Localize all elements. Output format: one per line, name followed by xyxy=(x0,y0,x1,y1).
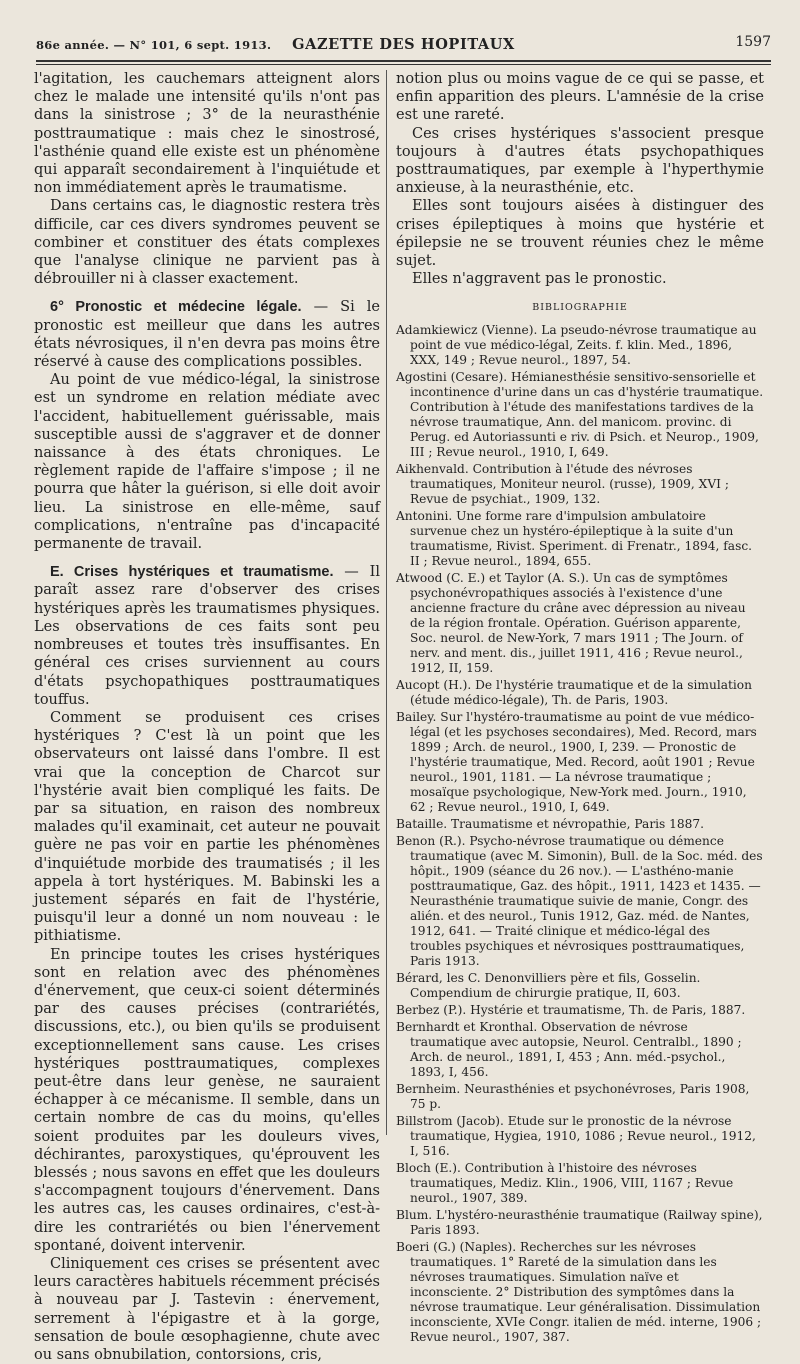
column-divider xyxy=(386,70,387,1135)
paragraph: l'agitation, les cauchemars atteignent alors chez le malade une intensité qu'ils n'ont pas dans la sinistrose ; 3° de la neurasthénie posttraumatique : mais chez le sinostrosé, l'asthénie quand elle existe est un phénomène qui apparaît secondairement à l'inquiétude et non immédiatement après le traumatisme. xyxy=(34,71,380,197)
section-heading: E. Crises hystériques et traumatisme. xyxy=(50,564,334,581)
bibliography-title: BIBLIOGRAPHIE xyxy=(532,302,628,314)
paragraph: Elles n'aggravent pas le pronostic. xyxy=(412,271,667,288)
bibliography-entry: Billstrom (Jacob). Etude sur le pronostic de la névrose traumatique, Hygiea, 1910, 1086 ; Revue neurol., 1912, I, 516. xyxy=(396,1114,756,1159)
header-rule-thin xyxy=(36,64,771,65)
bibliography-entry: Antonini. Une forme rare d'impulsion ambulatoire survenue chez un hystéro-épileptique à la suite d'un traumatisme, Rivist. Speriment. di Frenatr., 1894, fasc. II ; Revue neurol., 1894, 655. xyxy=(396,509,753,569)
header-rule-thick xyxy=(36,60,771,62)
bibliography-entry: Atwood (C. E.) et Taylor (A. S.). Un cas de symptômes psychonévropathiques associés à l'existence d'une ancienne fracture du crâne avec dépression au niveau de la région frontale. Opération. Guérison apparente, Soc. neurol. de New-York, 7 mars 1911 ; The Journ. of nerv. and ment. dis., juillet 1911, 416 ; Revue neurol., 1912, II, 159. xyxy=(396,571,746,676)
bibliography-entry: Benon (R.). Psycho-névrose traumatique ou démence traumatique (avec M. Simonin), Bull. de la Soc. méd. des hôpit., 1909 (séance du 26 nov.). — L'asthéno-manie posttraumatique, Gaz. des hôpit., 1911, 1423 et 1435. — Neurasthénie traumatique suivie de manie, Congr. des alién. et des neurol., Tunis 1912, Gaz. méd. de Nantes, 1912, 641. — Traité clinique et médico-légal des troubles psychiques et névrosiques posttraumatiques, Paris 1913. xyxy=(396,834,763,969)
section-text: — Si le pronostic est meilleur que dans les autres états névrosiques, il n'en devra pas moins être réservé à cause des complications possibles. xyxy=(34,299,380,371)
paragraph: Au point de vue médico-légal, la sinistrose est un syndrome en relation médiate avec l'accident, habituellement guérissable, mais susceptible aussi de s'aggraver et de donner naissance à des états chroniques. Le règlement rapide de l'affaire s'impose ; il ne pourra que hâter la guérison, si elle doit avoir lieu. La sinistrose en elle-même, sauf complications, n'entraîne pas d'incapacité permanente de travail. xyxy=(34,372,380,553)
paragraph: Ces crises hystériques s'associent presque toujours à d'autres états psychopathiques posttraumatiques, par exemple à l'hyperthymie anxieuse, à la neurasthénie, etc. xyxy=(396,125,764,197)
issue-info: 86e année. — N° 101, 6 sept. 1913. xyxy=(36,38,272,52)
paragraph: En principe toutes les crises hystériques sont en relation avec des phénomènes d'énervement, que ceux-ci soient déterminés par des causes précises (contrariétés, discussions, etc.), ou bien qu'ils se produisent exceptionnellement sans cause. Les crises hystériques posttraumatiques, complexes peut-être dans leur genèse, ne sauraient échapper à ce mécanisme. Il semble, dans un certain nombre de cas du moins, qu'elles soient produites par les douleurs vives, déchirantes, paroxystiques, qu'éprouvent les blessés ; nous savons en effet que les douleurs s'accompagnent toujours d'énervement. Dans les autres cas, les causes ordinaires, c'est-à-dire les contrariétés ou bien l'énervement spontané, doivent intervenir. xyxy=(34,946,380,1254)
bibliography-entry: Bloch (E.). Contribution à l'histoire des névroses traumatiques, Mediz. Klin., 1906, VIII, 1167 ; Revue neurol., 1907, 389. xyxy=(396,1161,734,1206)
bibliography-entry: Blum. L'hystéro-neurasthénie traumatique (Railway spine), Paris 1893. xyxy=(396,1208,763,1238)
bibliography-entry: Boeri (G.) (Naples). Recherches sur les névroses traumatiques. 1° Rareté de la simulation dans les névroses traumatiques. Simulation naïve et inconsciente. 2° Distribution des symptômes dans la névrose traumatique. Leur généralisation. Dissimulation inconsciente, XVIe Congr. italien de méd. interne, 1906 ; Revue neurol., 1907, 387. xyxy=(396,1240,762,1345)
bibliography-entry: Bernhardt et Kronthal. Observation de névrose traumatique avec autopsie, Neurol. Centralbl., 1890 ; Arch. de neurol., 1891, I, 453 ; Ann. méd.-psychol., 1893, I, 456. xyxy=(396,1020,742,1080)
bibliography-entry: Aucopt (H.). De l'hystérie traumatique et de la simulation (étude médico-légale), Th. de Paris, 1903. xyxy=(396,678,752,708)
bibliography-list xyxy=(396,323,764,1345)
paragraph: Comment se produisent ces crises hystériques ? C'est là un point que les observateurs ont laissé dans l'ombre. Il est vrai que la conception de Charcot sur l'hystérie avait bien compliqué les faits. De par sa situation, en raison des nombreux malades qu'il examinait, cet auteur ne pouvait guère ne pas voir en partie les phénomènes d'inquiétude morbide des traumatisés ; il les appela à tort hystériques. M. Babinski les a justement séparés en fait de l'hystérie, puisqu'il leur a donné un nom nouveau : le pithiatisme. xyxy=(34,709,380,945)
bibliography-entry: Bérard, les C. Denonvilliers père et fils, Gosselin. Compendium de chirurgie pratique, II, 603. xyxy=(396,971,701,1001)
bibliography-entry: Bataille. Traumatisme et névropathie, Paris 1887. xyxy=(396,817,705,832)
right-column xyxy=(396,70,764,1345)
paragraph: Cliniquement ces crises se présentent avec leurs caractères habituels récemment précisés à nouveau par J. Tastevin : énervement, serrement à l'épigastre et à la gorge, sensation de boule œsophagienne, chute avec ou sans obnubilation, contorsions, cris, xyxy=(34,1256,380,1364)
running-header xyxy=(36,34,771,56)
paragraph: Elles sont toujours aisées à distinguer des crises épileptiques à moins que hystérie et épilepsie ne se trouvent réunies chez le même sujet. xyxy=(396,198,764,270)
paragraph: notion plus ou moins vague de ce qui se passe, et enfin apparition des pleurs. L'amnésie de la crise est une rareté. xyxy=(396,71,764,124)
bibliography-entry: Adamkiewicz (Vienne). La pseudo-névrose traumatique au point de vue médico-légal, Zeits. f. klin. Med., 1896, XXX, 149 ; Revue neurol., 1897, 54. xyxy=(396,323,757,368)
paragraph: Dans certains cas, le diagnostic restera très difficile, car ces divers syndromes peuvent se combiner et constituer des états complexes que l'analyse clinique ne parvient pas à débrouiller ni à classer exactement. xyxy=(34,198,380,288)
section-heading: 6° Pronostic et médecine légale. xyxy=(50,299,302,316)
page-number: 1597 xyxy=(735,34,771,50)
section-paragraph xyxy=(34,563,380,709)
section-text: — Il paraît assez rare d'observer des crises hystériques après les traumatismes physiques. Les observations de ces faits sont peu nombreuses et toutes très insuffisantes. En général ces crises surviennent au cours d'états psychopathiques posttraumatiques touffus. xyxy=(34,564,380,708)
section-paragraph xyxy=(34,298,380,371)
journal-title: GAZETTE DES HOPITAUX xyxy=(292,36,515,53)
bibliography-entry: Aikhenvald. Contribution à l'étude des névroses traumatiques, Moniteur neurol. (russe), 1909, XVI ; Revue de psychiat., 1909, 132. xyxy=(396,462,729,507)
bibliography-entry: Berbez (P.). Hystérie et traumatisme, Th. de Paris, 1887. xyxy=(396,1003,746,1018)
bibliography-entry: Agostini (Cesare). Hémianesthésie sensitivo-sensorielle et incontinence d'urine dans un cas d'hystérie traumatique. Contribution à l'étude des manifestations tardives de la névrose traumatique, Ann. del manicom. provinc. di Perug. ed Autoriassunti e riv. di Psich. et Neurop., 1909, III ; Revue neurol., 1910, I, 649. xyxy=(396,370,764,460)
bibliography-entry: Bailey. Sur l'hystéro-traumatisme au point de vue médico-légal (et les psychoses secondaires), Med. Record, mars 1899 ; Arch. de neurol., 1900, I, 239. — Pronostic de l'hystérie traumatique, Med. Record, août 1901 ; Revue neurol., 1901, 1181. — La névrose traumatique ; mosaïque psychologique, New-York med. Journ., 1910, 62 ; Revue neurol., 1910, I, 649. xyxy=(396,710,757,815)
left-column xyxy=(34,70,380,1364)
bibliography-entry: Bernheim. Neurasthénies et psychonévroses, Paris 1908, 75 p. xyxy=(396,1082,750,1112)
